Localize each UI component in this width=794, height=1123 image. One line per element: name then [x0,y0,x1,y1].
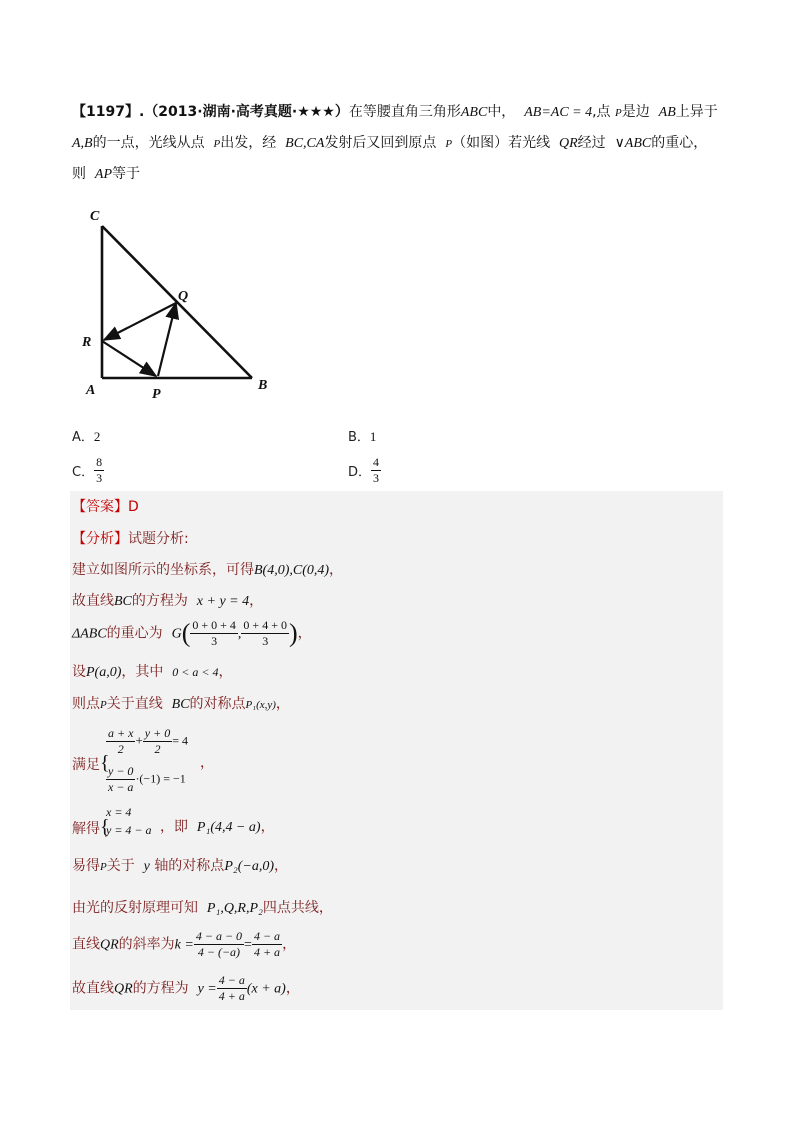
label-q: Q [178,289,189,304]
math-condition: AB=AC = 4 [524,105,593,120]
analysis-row [72,529,189,549]
step-math: QR [114,981,133,997]
step-math: y = [197,981,217,997]
question-text: 是边 [621,104,650,120]
label-p: P [152,387,161,402]
denominator: 4 + a [253,945,281,959]
step-text: ， [329,562,344,578]
step-math: P [100,699,107,711]
step-text: 关于直线 [106,696,163,712]
question-text: 发射后又回到原点 [324,135,437,151]
fraction [143,726,172,757]
step-text: 则点 [72,696,100,712]
step-9 [72,898,333,919]
step-math: = [244,937,252,953]
denominator: 2 [117,742,124,756]
step-text: 建立如图所示的坐标系，可得 [72,562,254,578]
step-text: 故直线 [72,980,114,997]
step-math: (x + a) [246,981,286,997]
label-a: A [86,383,96,398]
question-text: 在等腰直角三角形 [348,104,461,120]
question-text: 等于 [112,166,141,182]
math-p: P [213,138,221,150]
step-text: 直线 [72,936,100,953]
math-ap: AP [94,167,113,182]
question-text: 则 [72,166,86,182]
step-6-eq-1: $\frac{a + x}{2}$ + $\frac{y + 0}{2}$ = 4 [108,726,188,756]
step-5 [72,694,290,715]
step-7-eq-2: y = 4 − a [106,823,152,837]
step-text: ，其中 [121,664,164,680]
step-text: 的方程为 [132,980,189,997]
step-10 [72,929,296,960]
question-text: 出发，经 [220,135,277,151]
step-math: ΔABC [72,626,107,642]
step-text: 满足 [72,757,100,773]
option-value: 2 [93,429,101,444]
numerator: 4 − a [253,929,281,943]
step-text: ， [274,858,289,874]
numerator: 4 [373,455,380,469]
step-math: QR [100,937,119,953]
fraction [106,764,135,795]
step-math: G [171,626,182,642]
step-math: P [100,861,107,873]
ray-pq [158,303,176,376]
math-ab: AB [658,105,676,120]
step-math: P₂(−a,0) [224,859,275,874]
step-7-label: 解得{ [72,816,110,838]
step-text: ， [297,625,312,642]
math-triangle: ∨ABC [614,136,652,151]
step-text: ， [249,593,264,609]
option-letter: B． [348,430,370,445]
question-line-2 [72,133,707,154]
option-fraction [94,455,104,486]
option-c[interactable] [72,455,104,486]
option-fraction [371,455,381,486]
denominator: 3 [262,634,269,648]
math-p: P [445,138,453,150]
step-6-end: ， [200,755,214,771]
numerator: 0 + 0 + 4 [192,618,236,632]
denominator: x − a [108,780,134,794]
denominator: 3 [211,634,218,648]
step-math: x + y = 4 [196,594,250,609]
step-text: ， [260,819,275,835]
centroid-x [190,618,238,649]
question-text: 经过 [577,135,606,151]
label-r: R [82,335,92,350]
denominator: 4 + a [218,989,245,1003]
step-text: ， [275,696,290,712]
option-letter: A． [72,430,94,445]
question-text: 的重心， [651,135,708,151]
step-text: 由光的反射原理可知 [72,900,198,916]
step-math: k = [174,937,194,953]
question-text: 的一点，光线从点 [92,135,205,151]
question-line-3 [72,164,140,185]
step-math: BC [114,594,132,609]
option-letter: D． [348,465,372,480]
numerator: y + 0 [144,726,171,740]
step-math: B(4,0),C(0,4) [254,563,330,578]
question-source: .（2013·湖南·高考真题·★★★） [138,104,349,120]
step-3: ΔABC的重心为 G( $\frac{0 + 0 + 4}{3}$ , $\frac{0 + 4 + 0}{3}$ )， [72,618,312,648]
step-math: P₁,Q,R,P₂ [206,901,263,916]
question-line-1 [72,102,718,123]
answer-row [72,497,139,517]
step-4 [72,662,233,683]
option-a[interactable] [72,426,100,445]
denominator: 4 − (−a) [197,945,241,959]
question-text: ,点 [592,104,611,120]
fraction [252,929,282,960]
step-8 [72,856,288,877]
centroid-y [241,618,289,649]
step-math: 0 < a < 4 [172,665,219,679]
step-text: 的斜率为 [118,936,175,953]
math-abc: ABC [460,105,488,120]
question-text: （如图）若光线 [452,135,551,151]
answer-value: D [128,499,139,515]
option-value: 1 [369,429,377,444]
step-text: ，即 [160,819,188,835]
option-b[interactable] [348,426,376,445]
step-1 [72,560,343,581]
step-text: 的对称点 [189,696,246,712]
step-math: P(a,0) [86,665,122,680]
step-text: 轴的对称点 [154,858,225,874]
ray-rp [102,341,156,376]
step-math: y [143,859,150,874]
fraction [194,929,244,960]
step-11 [72,973,300,1004]
analysis-text: 试题分析: [128,531,189,547]
step-text: 的重心为 [106,625,163,642]
ray-qr [104,303,176,340]
option-d[interactable] [348,455,381,486]
option-letter: C． [72,465,95,480]
fraction [106,726,135,757]
numerator: 4 − a − 0 [195,929,243,943]
triangle-figure [78,200,288,410]
answer-label: 【答案】 [72,499,128,515]
step-2 [72,591,263,612]
step-text: ， [218,664,233,680]
step-6-label: 满足{ [72,752,110,774]
step-text: 设 [72,664,86,680]
numerator: 4 − a [218,973,245,987]
denominator: 2 [154,742,161,756]
step-math: P₁(4,4 − a) [196,820,261,835]
label-b: B [258,378,268,393]
equation-rhs: ·(−1) = −1 [135,771,186,786]
numerator: 8 [96,455,103,469]
question-text: 上异于 [675,104,718,120]
step-text: 关于 [106,858,135,874]
step-text: ， [282,936,297,953]
denominator: 3 [96,471,103,485]
step-6-eq-2 [106,764,186,795]
denominator: 3 [373,471,380,485]
step-math: BC [171,697,190,712]
math-ab-points: A,B [72,136,93,151]
numerator: y − 0 [108,764,134,778]
step-7-rest [160,816,275,836]
step-text: 四点共线， [262,900,333,916]
step-math: P₁(x,y) [245,699,276,711]
step-text: 故直线 [72,593,114,609]
question-tag: 【1197】 [72,104,139,120]
step-text: ， [285,980,300,997]
step-7-eq-1: x = 4 [106,805,132,819]
label-c: C [90,209,100,224]
question-text: 中， [487,104,516,120]
fraction [217,973,247,1004]
step-text: 的方程为 [131,593,188,609]
step-text: 解得 [72,821,100,837]
math-p: P [615,107,622,119]
numerator: 0 + 4 + 0 [243,618,287,632]
math-edges: BC,CA [285,136,325,151]
analysis-label: 【分析】 [72,531,128,547]
numerator: a + x [108,726,134,740]
math-qr: QR [558,136,578,151]
step-text: 易得 [72,858,100,874]
equation-rhs: = 4 [172,733,188,748]
